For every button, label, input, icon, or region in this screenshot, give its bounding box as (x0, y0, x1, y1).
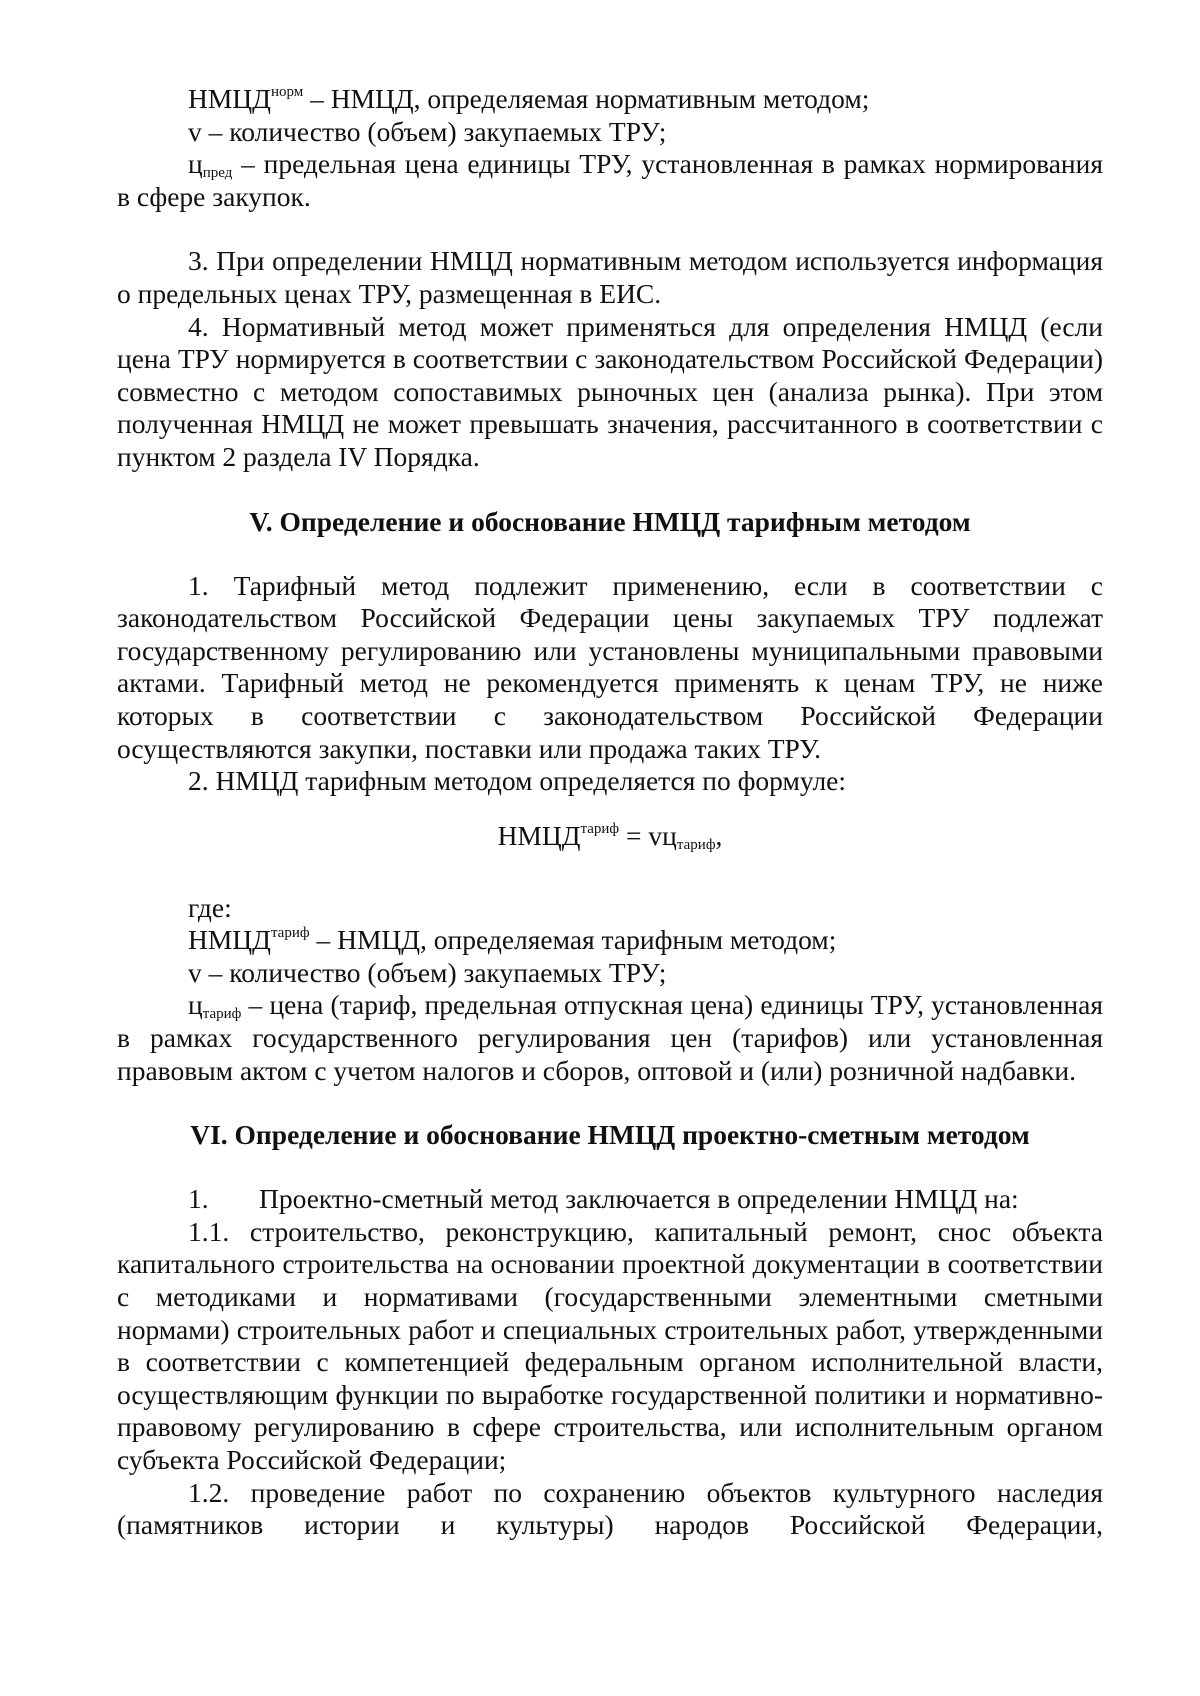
section-6-item-1-2: 1.2. проведение работ по сохранению объектов культурного наследия (памятников истории и культуры) народов Российской Федерации, (117, 1476, 1103, 1541)
section-5-paragraph-1: 1. Тарифный метод подлежит применению, если в соответствии с законодательством Российской Федерации цены закупаемых ТРУ подлежат государственному регулированию или установлены муниципальными правовыми актами. Тарифный метод не рекомендуется применять к ценам ТРУ, не ниже которых в соответствии с законодательством Российской Федерации осуществляются закупки, поставки или продажа таких ТРУ. (117, 569, 1103, 764)
paragraph-4: 4. Нормативный метод может применяться для определения НМЦД (если цена ТРУ нормируется в соответствии с законодательством Российской Федерации) совместно с методом сопоставимых рыночных цен (анализа рынка). При этом полученная НМЦД не может превышать значения, рассчитанного в соответствии с пунктом 2 раздела IV Порядка. (117, 310, 1103, 472)
definition-c-tarif: $ц_{тариф}$ – цена (тариф, предельная отпускная цена) единицы ТРУ, установленная в рамках государственного регулирования цен (тарифов) или установленная правовым актом с учетом налогов и сборов, оптовой и (или) розничной надбавки. (117, 989, 1103, 1086)
tariff-formula: $НМЦД^{тариф} = vц_{тариф}$, (497, 819, 723, 853)
definition-c-pred: $ц_{пред}$ – предельная цена единицы ТРУ, установленная в рамках нормирования в сфере закупок. (117, 148, 1103, 212)
section-6-item-1: 1. Проектно-сметный метод заключается в определении НМЦД на: (188, 1183, 1019, 1215)
definition-nmcd-tarif: $НМЦД^{тариф}$ – НМЦД, определяемая тарифным методом; (188, 924, 837, 956)
definition-nmcd-norm: $НМЦД^{норм}$ – НМЦД, определяемая нормативным методом; (188, 83, 870, 114)
definition-v-tarif: v – количество (объем) закупаемых ТРУ; (188, 956, 667, 988)
section-5-paragraph-2: 2. НМЦД тарифным методом определяется по формуле: (188, 765, 847, 797)
section-5-heading: V. Определение и обоснование НМЦД тарифным методом (249, 505, 971, 537)
definition-v: v – количество (объем) закупаемых ТРУ; (188, 115, 667, 147)
section-6-item-1-1: 1.1. строительство, реконструкцию, капитальный ремонт, снос объекта капитального строительства на основании проектной документации в соответствии с методиками и нормативами (государственными элементными сметными нормами) строительных работ и специальных строительных работ, утвержденными в соответствии с компетенцией федеральным органом исполнительной власти, осуществляющим функции по выработке государственной политики и нормативно-правовому регулированию в сфере строительства, или исполнительным органом субъекта Российской Федерации; (117, 1215, 1103, 1475)
paragraph-3: 3. При определении НМЦД нормативным методом используется информация о предельных ценах ТРУ, размещенная в ЕИС. (117, 245, 1103, 309)
page-body (117, 83, 1103, 1542)
where-label: где: (188, 891, 232, 923)
section-6-heading: VI. Определение и обоснование НМЦД проектно-сметным методом (190, 1119, 1030, 1151)
